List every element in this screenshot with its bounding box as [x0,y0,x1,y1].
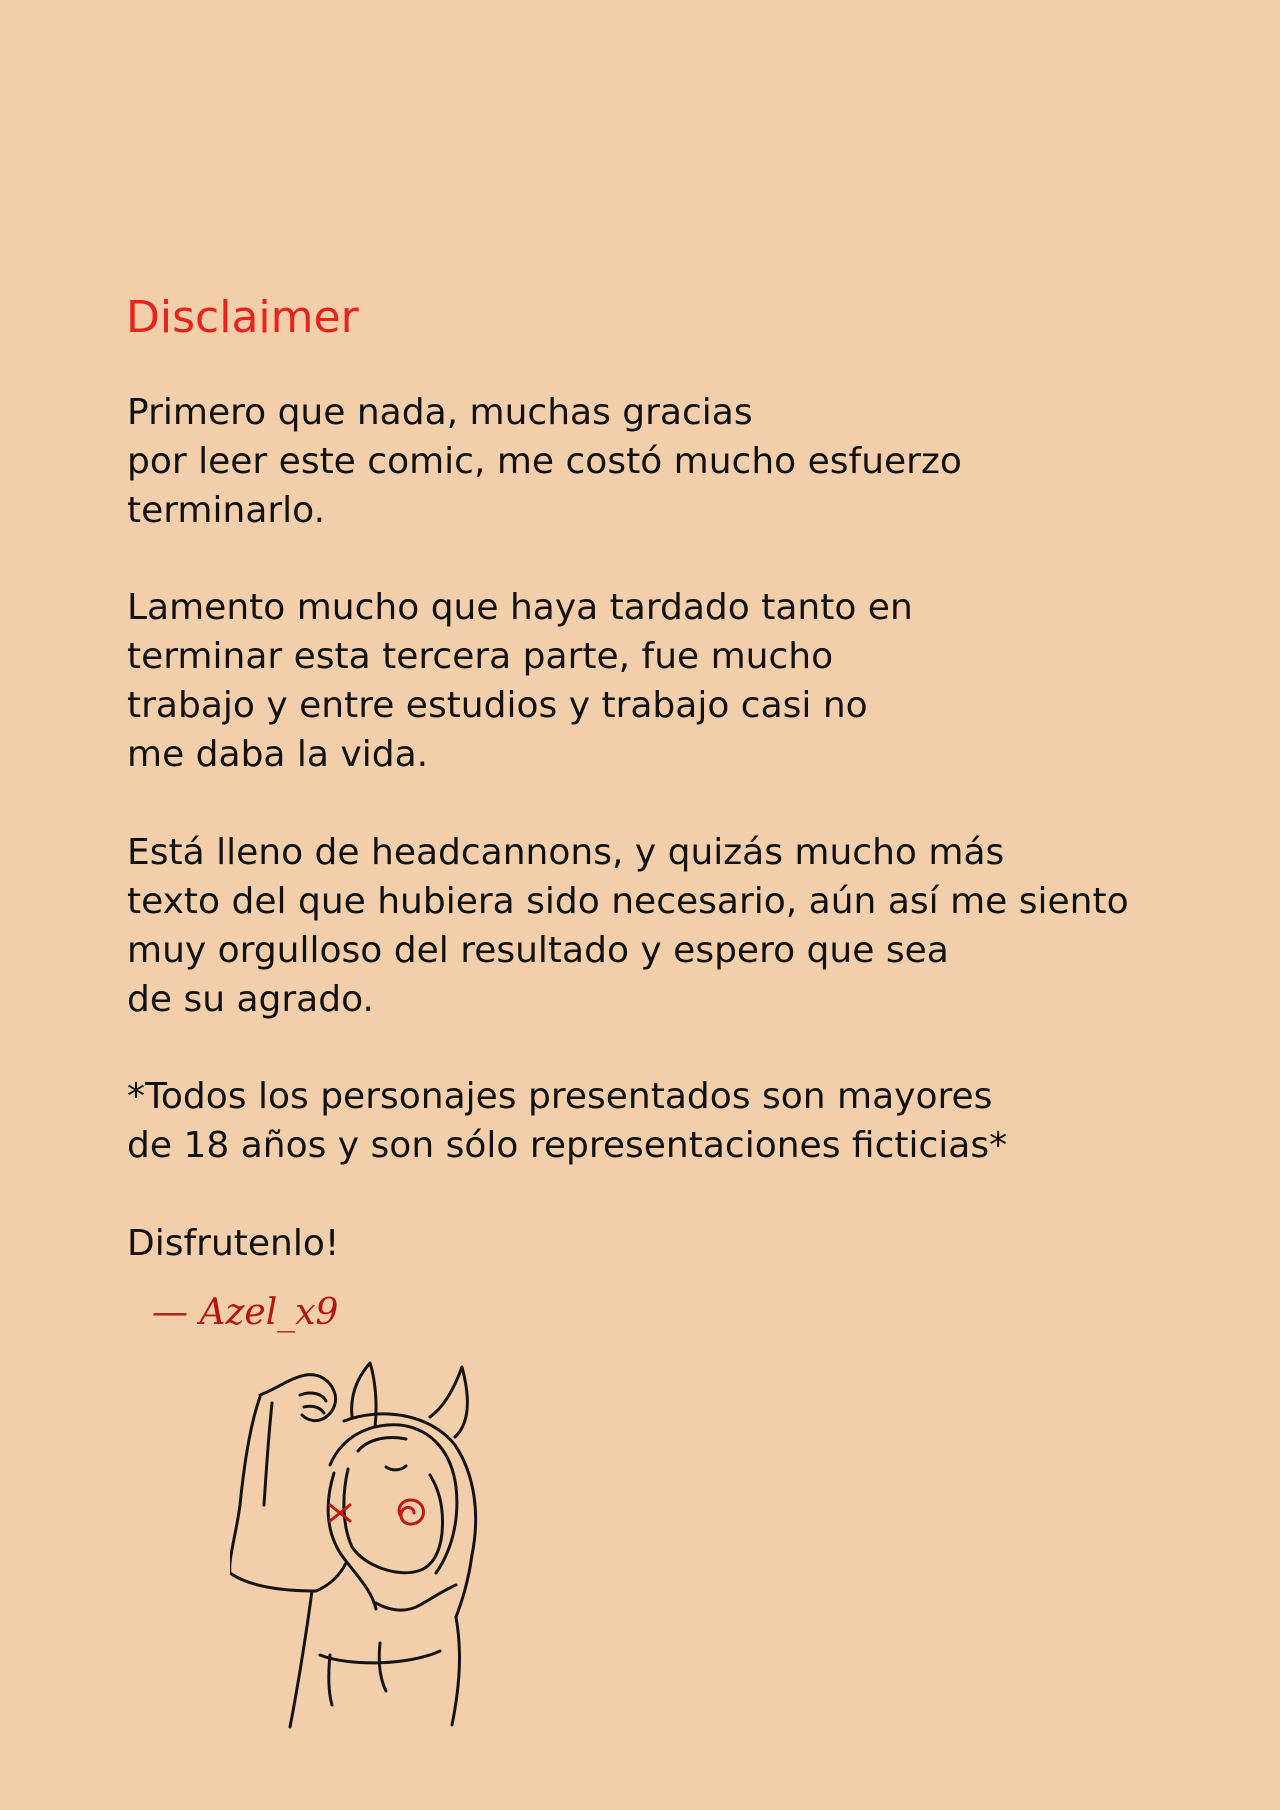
torso-right [452,1617,459,1725]
text-line: Primero que nada, muchas gracias [127,392,753,433]
text-line: Disfrutenlo! [127,1223,340,1264]
line-art [230,1363,476,1727]
x-mark [330,1505,350,1521]
text-line: *Todos los personajes presentados son mayores [127,1076,993,1117]
paragraph-thanks [127,388,962,535]
face-shadow [358,1438,406,1452]
closed-eye [386,1466,406,1470]
text-line: me daba la vida. [127,734,429,775]
torso-left [290,1591,312,1727]
author-signature: — Azel_x9 [152,1292,339,1333]
text-line: muy orgulloso del resultado y espero que sea [127,930,949,971]
hoodie-string-left [329,1655,332,1705]
finger-1 [300,1393,326,1401]
hooded-horned-character-drawing-icon [230,1355,570,1735]
hoodie-string-right [379,1643,386,1691]
finger-2 [304,1406,324,1413]
paragraph-enjoy [127,1219,339,1268]
text-line: Lamento mucho que haya tardado tanto en [127,587,913,628]
text-line: terminarlo. [127,490,326,531]
face-outline [344,1469,443,1573]
paragraph-headcanons [127,828,1129,1024]
text-line: texto del que hubiera sido necesario, aún así me siento [127,881,1129,922]
text-line: por leer este comic, me costó mucho esfuerzo [127,441,962,482]
text-line: Está lleno de headcannons, y quizás mucho más [127,832,1005,873]
text-line: trabajo y entre estudios y trabajo casi no [127,685,868,726]
arm-inner-line [264,1403,272,1505]
hood-collar [376,1585,456,1610]
hood-left-edge [328,1473,376,1609]
paragraph-apology [127,583,913,779]
text-line: de 18 años y son sólo representaciones ficticias* [127,1125,1008,1166]
text-line: de su agrado. [127,979,374,1020]
spiral-mark [399,1500,423,1524]
text-line: terminar esta tercera parte, fue mucho [127,636,834,677]
page-title: Disclaimer [126,292,359,343]
paragraph-age-notice [127,1072,1007,1170]
